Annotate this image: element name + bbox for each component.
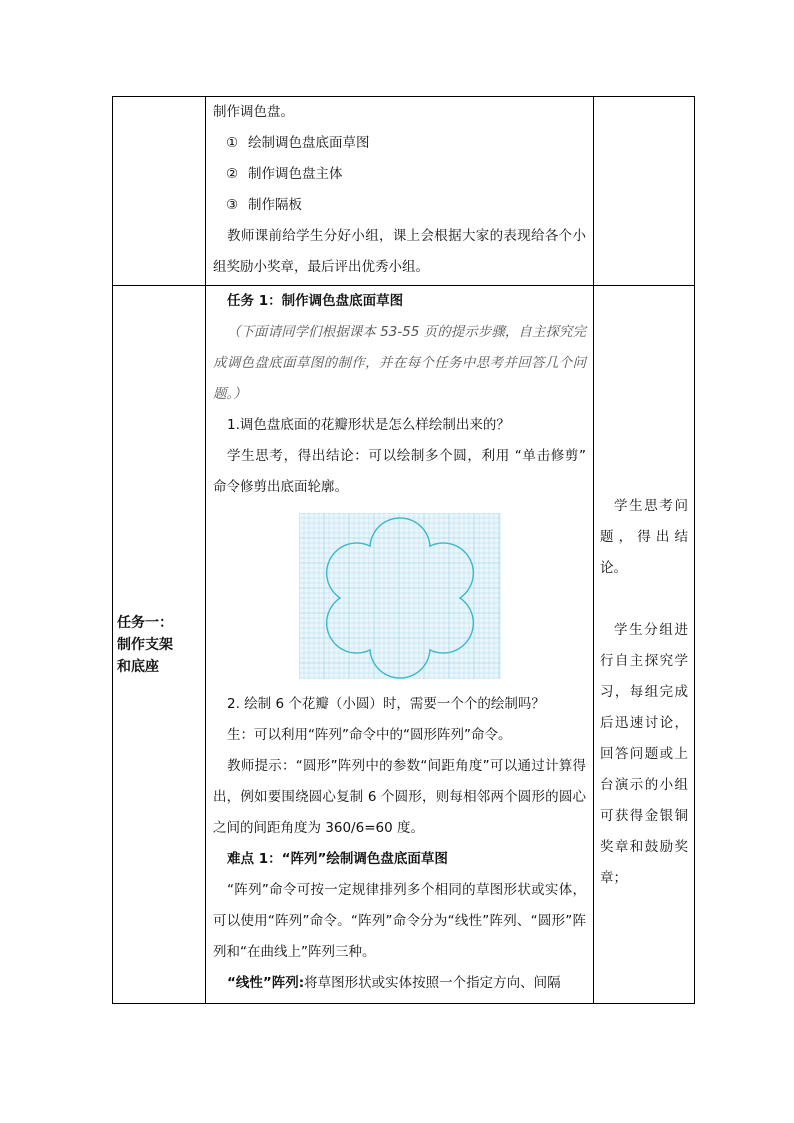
- intro-line: 制作调色盘。: [213, 104, 294, 120]
- task-hint: （下面请同学们根据课本 53-55 页的提示步骤，自主探究完成调色盘底面草图的制作，并在每个任务中思考并回答几个问题。）: [213, 324, 586, 402]
- answer-2: 生：可以利用“阵列”命令中的“圆形阵列”命令。: [227, 727, 512, 743]
- student-activity-cell: [594, 286, 695, 1004]
- step-item: ③ 制作隔板: [226, 197, 302, 213]
- empty-cell: [594, 97, 695, 286]
- question-1: 1.调色盘底面的花瓣形状是怎么样绘制出来的？: [227, 417, 510, 433]
- answer-1: 学生思考，得出结论：可以绘制多个圆，利用 “单击修剪” 命令修剪出底面轮廓。: [213, 448, 586, 495]
- flower-sketch-image: [299, 513, 501, 679]
- sketch-figure: [206, 503, 593, 689]
- prep-cell: [206, 97, 594, 286]
- lesson-table: [112, 96, 695, 1004]
- student-group: 学生分组进行自主探究学习，每组完成后迅速讨论，回答问题或上台演示的小组可获得金银铜奖章和鼓励奖章；: [600, 622, 688, 886]
- empty-cell: [113, 97, 206, 286]
- group-note: 教师课前给学生分好小组，课上会根据大家的表现给各个小组奖励小奖章，最后评出优秀小组。: [213, 228, 586, 275]
- step-item: ② 制作调色盘主体: [226, 166, 343, 182]
- step-item: ① 绘制调色盘底面草图: [226, 135, 370, 151]
- task-content-cell: [206, 286, 594, 1004]
- table-row: [113, 97, 695, 286]
- difficulty-title: 难点 1：“阵列”绘制调色盘底面草图: [227, 851, 448, 867]
- table-row: [113, 286, 695, 1004]
- student-think: 学生思考问题，得出结论。: [600, 498, 688, 576]
- task-label: 任务一： 制作支架 和底座: [113, 286, 206, 1004]
- linear-array-line: “线性”阵列:将草图形状或实体按照一个指定方向、间隔: [227, 975, 561, 991]
- question-2: 2. 绘制 6 个花瓣（小圆）时，需要一个个的绘制吗？: [227, 696, 545, 712]
- task-title: 任务 1：制作调色盘底面草图: [227, 293, 404, 309]
- difficulty-body: “阵列”命令可按一定规律排列多个相同的草图形状或实体，可以使用“阵列”命令。“阵列”命令分为“线性”阵列、“圆形”阵列和“在曲线上”阵列三种。: [213, 882, 586, 960]
- teacher-tip: 教师提示：“圆形”阵列中的参数“间距角度”可以通过计算得出，例如要围绕圆心复制 6 个圆形，则每相邻两个圆形的圆心之间的间距角度为 360/6=60 度。: [213, 758, 586, 836]
